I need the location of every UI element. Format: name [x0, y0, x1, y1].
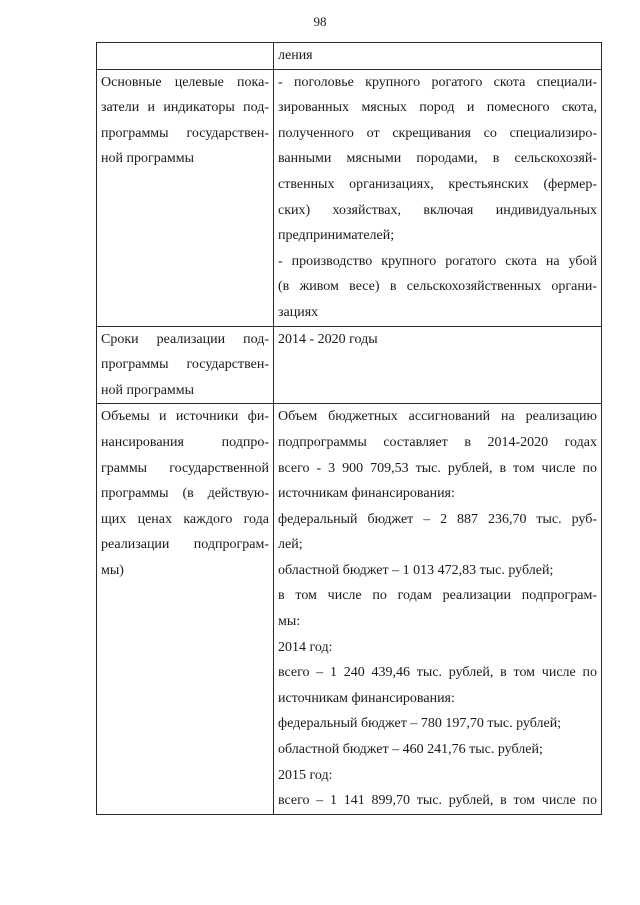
row-label-line: мы) — [101, 562, 124, 578]
row-value-line: предпринимателей; — [278, 228, 395, 244]
row-label-line: реализации подпрограм- — [101, 537, 269, 553]
row-value-cell — [274, 43, 602, 70]
row-label-line: Объемы и источники фи- — [101, 409, 269, 425]
row-value-line: лей; — [278, 537, 303, 553]
row-label-cell — [97, 326, 274, 404]
row-label-line: программы государствен- — [101, 357, 269, 373]
row-value-line: мы: — [278, 614, 301, 630]
row-value-line: полученного от скрещивания со специализиро- — [278, 125, 597, 141]
table-row — [97, 69, 602, 326]
table-row — [97, 43, 602, 70]
row-value-line: ских) хозяйствах, включая индивидуальных — [278, 202, 597, 218]
row-label-line: затели и индикаторы под- — [101, 100, 269, 116]
row-value-line: подпрограммы составляет в 2014-2020 годах — [278, 434, 597, 450]
row-value-line: областной бюджет – 460 241,76 тыс. рублей; — [278, 742, 543, 758]
row-value-line: зированных мясных пород и помесного скота, — [278, 100, 597, 116]
table-row — [97, 326, 602, 404]
row-value-line: источникам финансирования: — [278, 486, 455, 502]
row-label-line: ной программы — [101, 382, 195, 398]
row-label-line: нансирования подпро- — [101, 434, 269, 450]
row-value-cell — [274, 69, 602, 326]
passport-table — [96, 42, 602, 815]
row-value-line: всего - 3 900 709,53 тыс. рублей, в том числе по — [278, 460, 597, 476]
row-value-line: зациях — [278, 304, 319, 320]
row-value-line: источникам финансирования: — [278, 690, 455, 706]
row-value-line: 2014 - 2020 годы — [278, 331, 378, 347]
row-value-line: областной бюджет – 1 013 472,83 тыс. рублей; — [278, 562, 554, 578]
row-label-cell — [97, 404, 274, 815]
row-value-line: федеральный бюджет – 2 887 236,70 тыс. руб- — [278, 511, 597, 527]
row-label-line: программы государствен- — [101, 125, 269, 141]
row-label-line: Основные целевые пока- — [101, 74, 269, 90]
row-value-line: Объем бюджетных ассигнований на реализацию — [278, 409, 597, 425]
row-value-line: 2014 год: — [278, 639, 333, 655]
row-label-line: Сроки реализации под- — [101, 331, 269, 347]
row-label-line: программы (в действую- — [101, 486, 269, 502]
row-value-cell — [274, 326, 602, 404]
row-value-line: ванными мясными породами, в сельскохозяй- — [278, 151, 597, 167]
row-label-line: граммы государственной — [101, 460, 269, 476]
row-value-line: всего – 1 141 899,70 тыс. рублей, в том числе по — [278, 793, 597, 809]
row-value-cell — [274, 404, 602, 815]
page-number: 98 — [313, 14, 327, 29]
row-value-line: всего – 1 240 439,46 тыс. рублей, в том числе по — [278, 665, 597, 681]
row-value-line: (в живом весе) в сельскохозяйственных органи- — [278, 279, 597, 295]
row-label-cell — [97, 43, 274, 70]
row-value-line: ственных организациях, крестьянских (фермер- — [278, 176, 597, 192]
row-label-line: щих ценах каждого года — [101, 511, 269, 527]
row-value-line: в том числе по годам реализации подпрограм- — [278, 588, 597, 604]
row-value-line: 2015 год: — [278, 767, 333, 783]
table-row — [97, 404, 602, 815]
row-label-cell — [97, 69, 274, 326]
row-label-line: ной программы — [101, 151, 195, 167]
row-value-line: федеральный бюджет – 780 197,70 тыс. рублей; — [278, 716, 562, 732]
row-value-line: - производство крупного рогатого скота на убой — [278, 253, 597, 269]
row-value-line: - поголовье крупного рогатого скота специали- — [278, 74, 597, 90]
row-value-line: ления — [278, 48, 313, 63]
